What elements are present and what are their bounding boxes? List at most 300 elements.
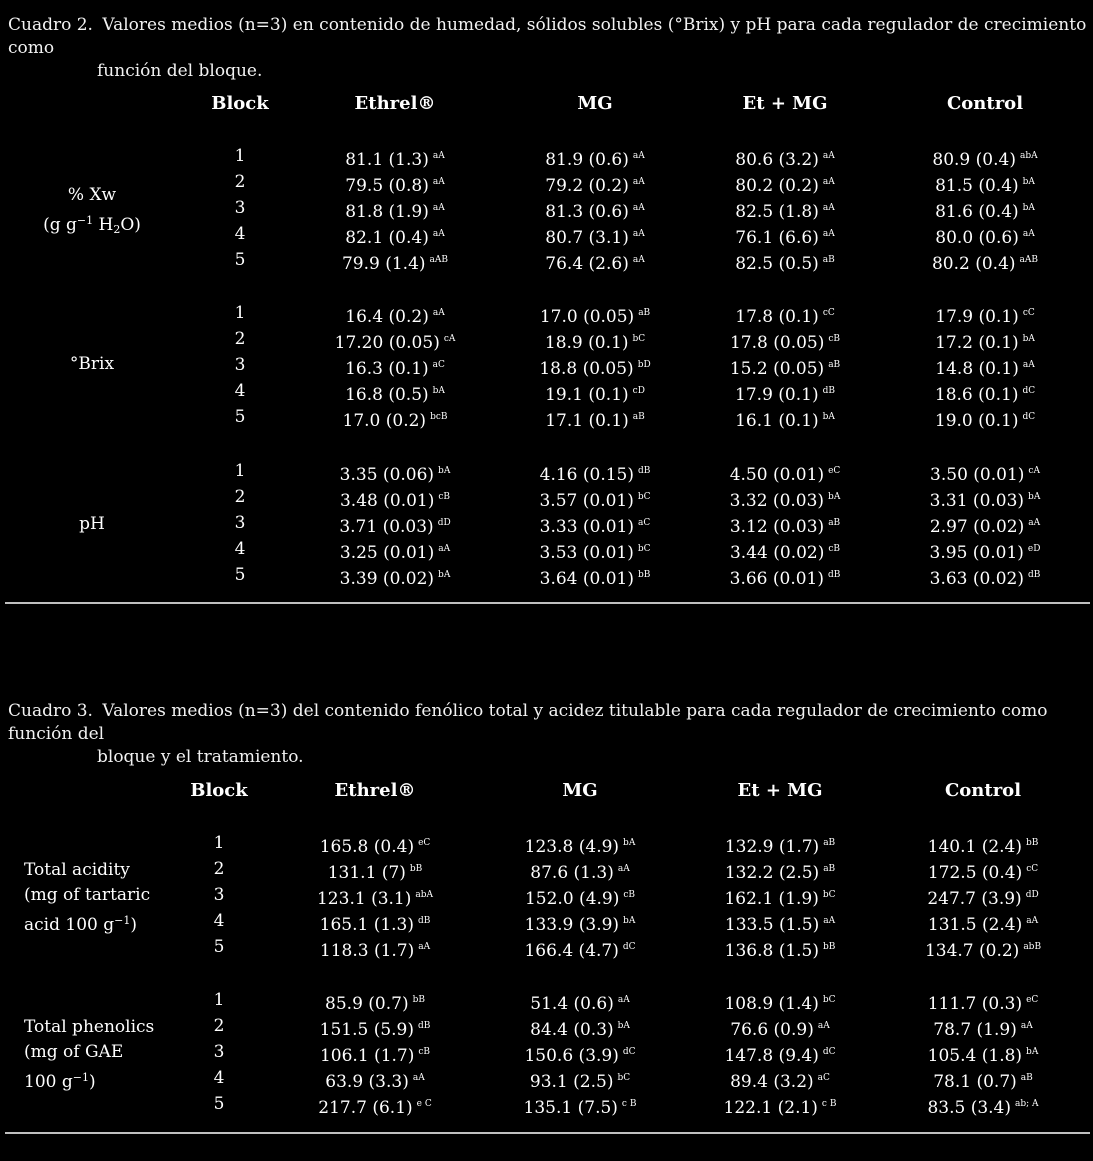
table3-cell (524, 1094, 637, 1118)
cell-letters: cB (623, 890, 636, 900)
table3-group-label-1 (24, 1015, 154, 1095)
table2-header-4: Control (946, 93, 1024, 114)
table3-block-number: 2 (213, 859, 225, 879)
cell-value: 2.97 (0.02) (929, 517, 1025, 537)
table3-block-number: 5 (213, 1094, 225, 1114)
table2-cell (345, 303, 444, 327)
cell-value: 3.57 (0.01) (539, 491, 634, 511)
table3-cell (328, 859, 423, 883)
table3-cell (320, 1042, 430, 1066)
cell-value: 17.2 (0.1) (935, 333, 1019, 353)
table2-cell (935, 355, 1034, 379)
cell-letters: bB (823, 942, 836, 952)
cell-letters: bA (623, 838, 636, 848)
cell-letters: eD (1027, 544, 1041, 554)
cell-letters: aB (823, 838, 836, 848)
table3-group-label-line2: (mg of tartaric (24, 885, 151, 905)
cell-letters: bB (409, 864, 423, 874)
cell-value: 3.35 (0.06) (339, 465, 435, 485)
table2-header-1: Ethrel® (354, 93, 436, 114)
table3-caption-line2: bloque y el tratamiento. (97, 747, 304, 767)
table2-cell (730, 329, 840, 353)
cell-letters: abB (1023, 942, 1042, 952)
cell-value: 135.1 (7.5) (523, 1098, 618, 1118)
label-text: ) (130, 915, 137, 935)
cell-value: 111.7 (0.3) (927, 994, 1023, 1014)
table3-block-number: 3 (213, 1042, 225, 1062)
table3-group-label-line2: (mg of GAE (24, 1042, 124, 1062)
table2-cell (539, 355, 650, 379)
cell-letters: bA (1026, 1047, 1039, 1057)
cell-value: 4.16 (0.15) (539, 465, 634, 485)
table3-cell (724, 1042, 835, 1066)
cell-value: 3.50 (0.01) (930, 465, 1025, 485)
table2-cell (730, 487, 841, 511)
cell-letters: cC (822, 308, 835, 318)
table3-caption (8, 700, 1088, 769)
cell-value: 172.5 (0.4) (927, 863, 1023, 883)
cell-letters: dB (418, 1021, 431, 1031)
table3-cell (524, 937, 635, 961)
table2-cell (343, 407, 448, 431)
table2-cell (932, 250, 1038, 274)
cell-value: 106.1 (1.7) (319, 1046, 415, 1066)
table2-cell (735, 146, 834, 170)
cell-letters: aA (1028, 518, 1041, 528)
table2-cell (930, 461, 1040, 485)
cell-letters: aA (632, 203, 645, 213)
table2-cell (935, 303, 1035, 327)
table3-block-number: 5 (213, 937, 225, 957)
table2-cell (545, 198, 644, 222)
cell-letters: bD (637, 360, 651, 370)
cell-value: 151.5 (5.9) (319, 1020, 414, 1040)
cell-letters: aA (432, 308, 445, 318)
cell-letters: bcB (430, 412, 448, 422)
cell-letters: dC (1022, 386, 1036, 396)
cell-value: 150.6 (3.9) (524, 1046, 619, 1066)
cell-letters: cB (418, 1047, 431, 1057)
table2-cell (345, 224, 444, 248)
cell-letters: bC (637, 544, 651, 554)
table2-cell (335, 329, 456, 353)
cell-letters: dB (822, 386, 835, 396)
cell-letters: dC (622, 1047, 636, 1057)
cell-letters: aB (1020, 1073, 1033, 1083)
cell-letters: e C (416, 1099, 432, 1109)
cell-value: 132.9 (1.7) (724, 837, 820, 857)
table3-caption-lead: Cuadro 3. (8, 701, 93, 721)
cell-letters: aA (822, 151, 835, 161)
cell-value: 3.39 (0.02) (339, 569, 435, 589)
table2-cell (932, 146, 1037, 170)
cell-letters: dD (437, 518, 451, 528)
cell-letters: bA (1022, 177, 1035, 187)
table3-cell (928, 859, 1038, 883)
cell-value: 123.1 (3.1) (316, 889, 412, 909)
table2-cell (730, 355, 840, 379)
table3-cell (320, 937, 430, 961)
table2-cell (730, 539, 840, 563)
cell-letters: bC (617, 1073, 631, 1083)
table2-cell (545, 250, 644, 274)
cell-letters: aA (617, 995, 630, 1005)
cell-letters: aC (432, 360, 445, 370)
label-text: H (93, 215, 114, 235)
cell-letters: eC (1026, 995, 1039, 1005)
table3-cell (320, 833, 431, 857)
cell-value: 81.9 (0.6) (545, 150, 629, 170)
table2-cell (735, 303, 835, 327)
cell-value: 18.6 (0.1) (934, 385, 1019, 405)
cell-value: 83.5 (3.4) (927, 1098, 1012, 1118)
cell-value: 17.0 (0.05) (539, 307, 635, 327)
table3-cell (320, 911, 431, 935)
cell-value: 87.6 (1.3) (530, 863, 614, 883)
table2-cell (735, 250, 835, 274)
cell-letters: aA (432, 177, 445, 187)
cell-value: 19.0 (0.1) (934, 411, 1019, 431)
table2-cell (539, 539, 650, 563)
cell-value: 123.8 (4.9) (524, 837, 620, 857)
table2-cell (935, 381, 1035, 405)
cell-value: 3.53 (0.01) (539, 543, 634, 563)
table3-cell (524, 1042, 635, 1066)
cell-value: 80.2 (0.2) (735, 176, 819, 196)
cell-value: 3.12 (0.03) (729, 517, 825, 537)
table2-cell (345, 355, 445, 379)
table2-cell (345, 381, 445, 405)
cell-value: 140.1 (2.4) (927, 837, 1022, 857)
table2-cell (735, 407, 835, 431)
table2-cell (730, 461, 841, 485)
cell-letters: cA (443, 334, 456, 344)
table3-cell (933, 1068, 1033, 1092)
cell-value: 3.32 (0.03) (729, 491, 825, 511)
cell-letters: aA (632, 229, 645, 239)
cell-letters: cC (1022, 308, 1035, 318)
cell-value: 51.4 (0.6) (530, 994, 614, 1014)
cell-letters: aA (822, 203, 835, 213)
cell-letters: aA (617, 864, 630, 874)
table3-cell (525, 833, 636, 857)
cell-letters: aA (1026, 916, 1039, 926)
table2-cell (735, 224, 834, 248)
cell-value: 3.33 (0.01) (539, 517, 635, 537)
cell-value: 105.4 (1.8) (927, 1046, 1023, 1066)
cell-value: 165.1 (1.3) (319, 915, 414, 935)
table3-cell (320, 1016, 431, 1040)
cell-value: 17.8 (0.05) (729, 333, 825, 353)
table3-cell (933, 1016, 1032, 1040)
cell-value: 82.1 (0.4) (345, 228, 429, 248)
cell-letters: aC (638, 518, 651, 528)
cell-value: 3.64 (0.01) (539, 569, 634, 589)
cell-letters: aA (632, 151, 645, 161)
cell-letters: bA (623, 916, 636, 926)
cell-letters: aA (632, 255, 645, 265)
table3-cell (317, 885, 433, 909)
table2-cell (342, 250, 448, 274)
table3-group-label-line3 (24, 1065, 154, 1095)
cell-letters: aA (432, 229, 445, 239)
cell-value: 63.9 (3.3) (325, 1072, 409, 1092)
cell-letters: aB (638, 308, 651, 318)
cell-value: 166.4 (4.7) (524, 941, 619, 961)
cell-letters: ab; A (1015, 1099, 1039, 1109)
cell-value: 82.5 (1.8) (735, 202, 819, 222)
table3-cell (325, 990, 425, 1014)
table3-cell (730, 1068, 830, 1092)
cell-letters: bA (432, 386, 445, 396)
table2-block-number: 3 (234, 513, 246, 533)
table3-group-label-line3 (24, 908, 150, 938)
cell-letters: aA (1022, 360, 1035, 370)
table2-block-number: 3 (234, 198, 246, 218)
table2-block-number: 1 (234, 461, 246, 481)
cell-value: 162.1 (1.9) (724, 889, 819, 909)
table2-cell (730, 513, 840, 537)
cell-value: 81.5 (0.4) (935, 176, 1019, 196)
cell-value: 81.1 (1.3) (345, 150, 429, 170)
cell-letters: bC (632, 334, 646, 344)
cell-letters: bA (1028, 492, 1041, 502)
table3-cell (724, 990, 835, 1014)
label-text: 100 g (24, 1072, 73, 1092)
table3-cell (928, 833, 1039, 857)
cell-value: 17.9 (0.1) (935, 307, 1019, 327)
table2-group-label-line2 (43, 208, 141, 242)
cell-letters: dB (418, 916, 431, 926)
table3-cell (725, 833, 835, 857)
table2-cell (735, 198, 834, 222)
table2-cell (540, 565, 651, 589)
table2-block-number: 1 (234, 303, 246, 323)
table3-header-2: MG (562, 780, 598, 801)
table3-cell (325, 1068, 424, 1092)
table2-cell (340, 565, 451, 589)
table3-cell (927, 885, 1038, 909)
table2-caption-lead: Cuadro 2. (8, 15, 93, 35)
cell-value: 89.4 (3.2) (730, 1072, 814, 1092)
table2-cell (545, 172, 644, 196)
table3-cell (927, 1094, 1038, 1118)
table2-header-0: Block (211, 93, 269, 114)
cell-letters: dB (638, 466, 651, 476)
cell-letters: aB (632, 412, 645, 422)
cell-value: 15.2 (0.05) (729, 359, 825, 379)
cell-value: 80.0 (0.6) (935, 228, 1019, 248)
cell-value: 80.6 (3.2) (735, 150, 819, 170)
cell-letters: c B (621, 1099, 637, 1109)
cell-letters: bC (822, 995, 836, 1005)
cell-value: 3.44 (0.02) (729, 543, 825, 563)
cell-value: 16.4 (0.2) (345, 307, 429, 327)
table2-cell (930, 513, 1040, 537)
cell-letters: bA (1022, 334, 1035, 344)
cell-value: 16.1 (0.1) (735, 411, 819, 431)
cell-value: 81.8 (1.9) (345, 202, 429, 222)
table2-cell (345, 198, 444, 222)
table3-block-number: 4 (213, 1068, 225, 1088)
cell-letters: c B (821, 1099, 837, 1109)
cell-value: 93.1 (2.5) (529, 1072, 614, 1092)
table3-cell (525, 911, 636, 935)
cell-letters: aA (817, 1021, 830, 1031)
label-text: O) (120, 215, 141, 235)
table3-cell (928, 1042, 1039, 1066)
table3-block-number: 1 (213, 990, 225, 1010)
table2-cell (340, 539, 450, 563)
cell-value: 108.9 (1.4) (724, 994, 819, 1014)
cell-value: 85.9 (0.7) (325, 994, 409, 1014)
table2-block-number: 4 (234, 539, 246, 559)
cell-value: 3.95 (0.01) (929, 543, 1024, 563)
cell-letters: eC (418, 838, 431, 848)
table2-block-number: 5 (234, 565, 246, 585)
cell-letters: abA (1019, 151, 1038, 161)
table2-cell (930, 487, 1041, 511)
table2-group-label-line1: % Xw (67, 185, 117, 205)
cell-letters: aA (822, 229, 835, 239)
label-superscript: −1 (114, 914, 131, 927)
cell-value: 78.1 (0.7) (933, 1072, 1017, 1092)
cell-letters: abA (415, 890, 434, 900)
label-superscript: −1 (72, 1071, 89, 1084)
table2-header-3: Et + MG (742, 93, 828, 114)
table2-block-number: 2 (234, 329, 246, 349)
cell-letters: cB (828, 544, 841, 554)
table2-bottom-rule (5, 602, 1090, 604)
table2-cell (930, 539, 1041, 563)
table2-group-label-line1: °Brix (69, 354, 115, 374)
table3-cell (530, 990, 629, 1014)
table2-cell (545, 146, 644, 170)
cell-letters: bA (438, 466, 451, 476)
table3-block-number: 1 (213, 833, 225, 853)
table3-block-number: 3 (213, 885, 225, 905)
cell-letters: dB (828, 570, 841, 580)
table3-cell (928, 911, 1038, 935)
table2-cell (540, 303, 650, 327)
table3-cell (530, 859, 629, 883)
cell-value: 152.0 (4.9) (524, 889, 620, 909)
table2-cell (545, 381, 645, 405)
table2-group-label-0 (43, 183, 141, 242)
cell-value: 165.8 (0.4) (319, 837, 415, 857)
table3-cell (725, 937, 836, 961)
cell-letters: bA (828, 492, 841, 502)
table2-cell (540, 513, 651, 537)
cell-value: 18.9 (0.1) (544, 333, 629, 353)
cell-letters: aAB (429, 255, 449, 265)
cell-letters: aC (817, 1073, 830, 1083)
table2-group-label-1 (70, 352, 114, 377)
table3-cell (318, 1094, 431, 1118)
table2-block-number: 4 (234, 381, 246, 401)
table3-header-4: Control (944, 780, 1022, 801)
cell-letters: dC (622, 942, 636, 952)
cell-value: 133.9 (3.9) (524, 915, 620, 935)
table3-cell (925, 937, 1041, 961)
table3-group-label-0 (24, 858, 150, 938)
table3-cell (730, 1016, 829, 1040)
table2-caption-line1: Valores medios (n=3) en contenido de humedad, sólidos solubles (°Brix) y pH para cada regulador de crecimiento como (8, 15, 1087, 58)
table3-cell (525, 885, 635, 909)
table3-header-1: Ethrel® (334, 780, 416, 801)
cell-letters: aB (828, 360, 841, 370)
cell-letters: cD (632, 386, 645, 396)
cell-value: 76.4 (2.6) (545, 254, 629, 274)
table3-cell (724, 885, 835, 909)
cell-value: 136.8 (1.5) (724, 941, 819, 961)
table2-cell (935, 329, 1035, 353)
table3-cell (725, 911, 835, 935)
cell-value: 247.7 (3.9) (927, 889, 1022, 909)
table2-cell (340, 461, 451, 485)
table2-cell (339, 513, 450, 537)
cell-letters: cC (1026, 864, 1039, 874)
cell-value: 217.7 (6.1) (318, 1098, 413, 1118)
cell-letters: bB (412, 995, 425, 1005)
cell-value: 19.1 (0.1) (545, 385, 629, 405)
cell-value: 3.63 (0.02) (929, 569, 1024, 589)
cell-value: 17.20 (0.05) (334, 333, 440, 353)
cell-value: 17.8 (0.1) (735, 307, 819, 327)
cell-letters: bB (1026, 838, 1039, 848)
cell-value: 78.7 (1.9) (933, 1020, 1017, 1040)
table2-block-number: 3 (234, 355, 246, 375)
label-text: acid 100 g (24, 915, 115, 935)
table3-group-label-line1: Total acidity (24, 860, 130, 880)
table2-cell (935, 224, 1034, 248)
cell-letters: aA (412, 1073, 425, 1083)
table2-block-number: 2 (234, 172, 246, 192)
cell-letters: bA (822, 412, 835, 422)
table2-cell (935, 198, 1035, 222)
table3-cell (928, 990, 1039, 1014)
cell-value: 16.3 (0.1) (345, 359, 429, 379)
cell-letters: bC (637, 492, 651, 502)
cell-value: 76.1 (6.6) (735, 228, 819, 248)
table2-caption (8, 14, 1088, 83)
cell-value: 3.31 (0.03) (929, 491, 1025, 511)
cell-value: 18.8 (0.05) (539, 359, 634, 379)
cell-value: 3.66 (0.01) (729, 569, 824, 589)
cell-value: 3.71 (0.03) (339, 517, 434, 537)
cell-letters: aA (1020, 1021, 1033, 1031)
table3-block-number: 2 (213, 1016, 225, 1036)
cell-value: 3.25 (0.01) (339, 543, 435, 563)
cell-letters: bC (822, 890, 836, 900)
label-text: (g g (43, 215, 77, 235)
cell-letters: cB (438, 492, 451, 502)
table3-block-number: 4 (213, 911, 225, 931)
cell-letters: aA (822, 177, 835, 187)
table2-header-2: MG (577, 93, 613, 114)
table2-cell (935, 407, 1035, 431)
cell-value: 81.3 (0.6) (545, 202, 629, 222)
cell-letters: aA (632, 177, 645, 187)
cell-letters: aA (432, 203, 445, 213)
table3-caption-line1: Valores medios (n=3) del contenido fenólico total y acidez titulable para cada regulador de crecimiento como función del (8, 701, 1048, 744)
table2-cell (340, 487, 450, 511)
cell-value: 17.1 (0.1) (545, 411, 629, 431)
cell-letters: aA (418, 942, 431, 952)
cell-value: 17.0 (0.2) (342, 411, 427, 431)
table3-bottom-rule (5, 1132, 1090, 1134)
cell-value: 79.5 (0.8) (345, 176, 429, 196)
